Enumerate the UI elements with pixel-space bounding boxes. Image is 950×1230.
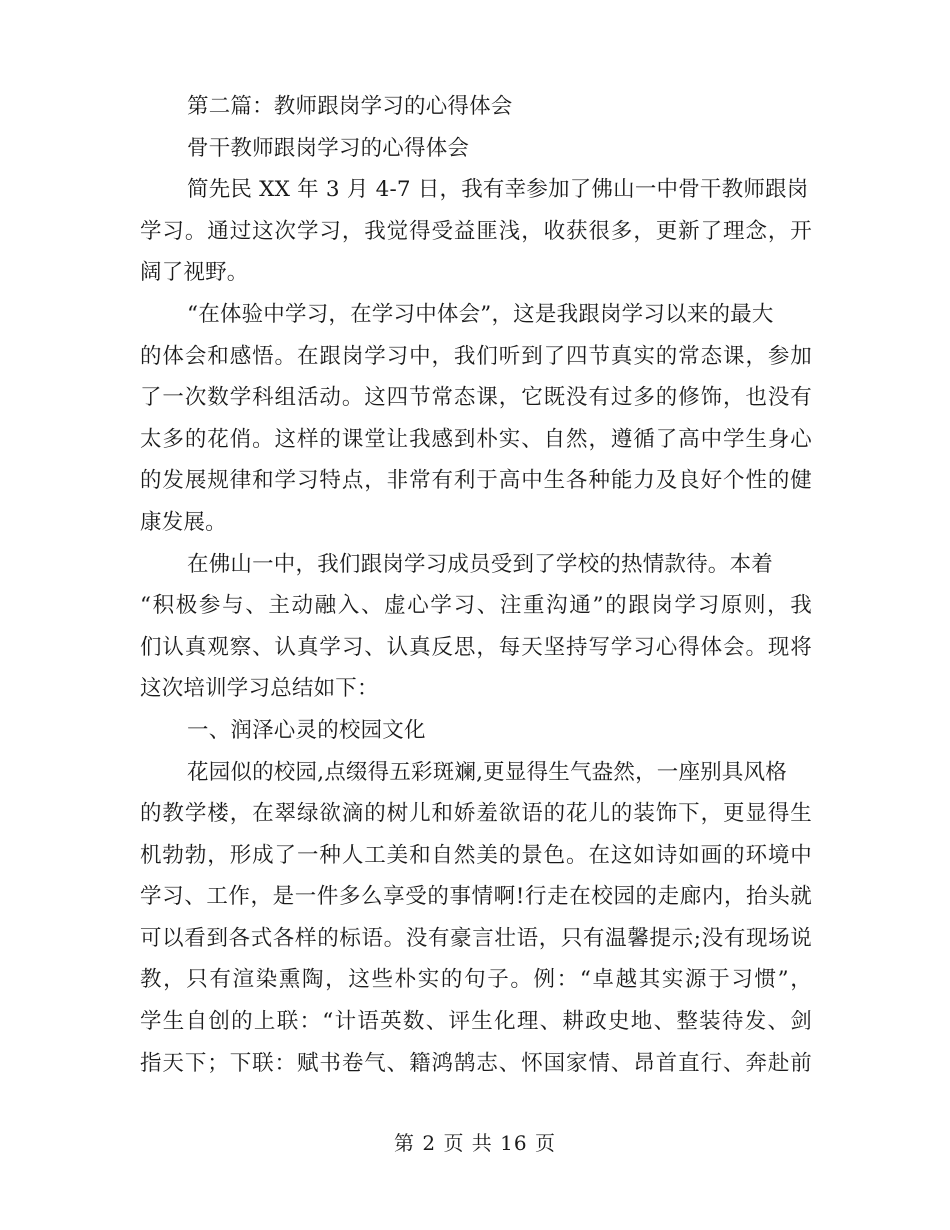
paragraph-line: 的教学楼，在翠绿欲滴的树儿和娇羞欲语的花儿的装饰下，更显得生	[140, 801, 812, 827]
paragraph-line: 教，只有渲染熏陶，这些朴实的句子。例：“卓越其实源于习惯”，	[140, 967, 812, 993]
paragraph-line: “积极参与、主动融入、虚心学习、注重沟通”的跟岗学习原则，我	[140, 593, 812, 619]
paragraph-line: 指天下；下联：赋书卷气、籍鸿鹄志、怀国家情、昂首直行、奔赴前	[140, 1050, 812, 1076]
paragraph-line: 的发展规律和学习特点，非常有利于高中生各种能力及良好个性的健	[140, 468, 812, 494]
paragraph-line: 阔了视野。	[140, 260, 249, 286]
paragraph-line: 学习、工作，是一件多么享受的事情啊!行走在校园的走廊内，抬头就	[140, 884, 812, 910]
paragraph-line: 简先民 XX 年 3 月 4-7 日，我有幸参加了佛山一中骨干教师跟岗	[187, 177, 809, 203]
paragraph-line: 们认真观察、认真学习、认真反思，每天坚持写学习心得体会。现将	[140, 634, 812, 660]
paragraph-line: 在佛山一中，我们跟岗学习成员受到了学校的热情款待。本着	[187, 551, 773, 577]
paragraph-line: 可以看到各式各样的标语。没有豪言壮语，只有温馨提示;没有现场说	[140, 925, 812, 951]
paragraph-line: 康发展。	[140, 509, 227, 535]
paragraph-line: 的体会和感悟。在跟岗学习中，我们听到了四节真实的常态课，参加	[140, 343, 812, 369]
section-subheading: 一、润泽心灵的校园文化	[187, 717, 426, 743]
paragraph-line: 学习。通过这次学习，我觉得受益匪浅，收获很多，更新了理念，开	[140, 218, 812, 244]
page-number-footer: 第 2 页 共 16 页	[394, 1131, 556, 1155]
paragraph-line: 这次培训学习总结如下：	[140, 676, 379, 702]
paragraph-line: 花园似的校园,点缀得五彩斑斓,更显得生气盎然，一座别具风格	[187, 759, 787, 785]
article-title: 骨干教师跟岗学习的心得体会	[187, 135, 470, 161]
document-body	[140, 86, 812, 1084]
paragraph-line: 机勃勃，形成了一种人工美和自然美的景色。在这如诗如画的环境中	[140, 842, 812, 868]
paragraph-line: “在体验中学习，在学习中体会”，这是我跟岗学习以来的最大	[187, 301, 774, 327]
paragraph-line: 了一次数学科组活动。这四节常态课，它既没有过多的修饰，也没有	[140, 385, 812, 411]
paragraph-line: 太多的花俏。这样的课堂让我感到朴实、自然，遵循了高中学生身心	[140, 426, 812, 452]
paragraph-line: 学生自创的上联：“计语英数、评生化理、耕政史地、整装待发、剑	[140, 1009, 812, 1035]
section-heading: 第二篇：教师跟岗学习的心得体会	[187, 94, 513, 119]
